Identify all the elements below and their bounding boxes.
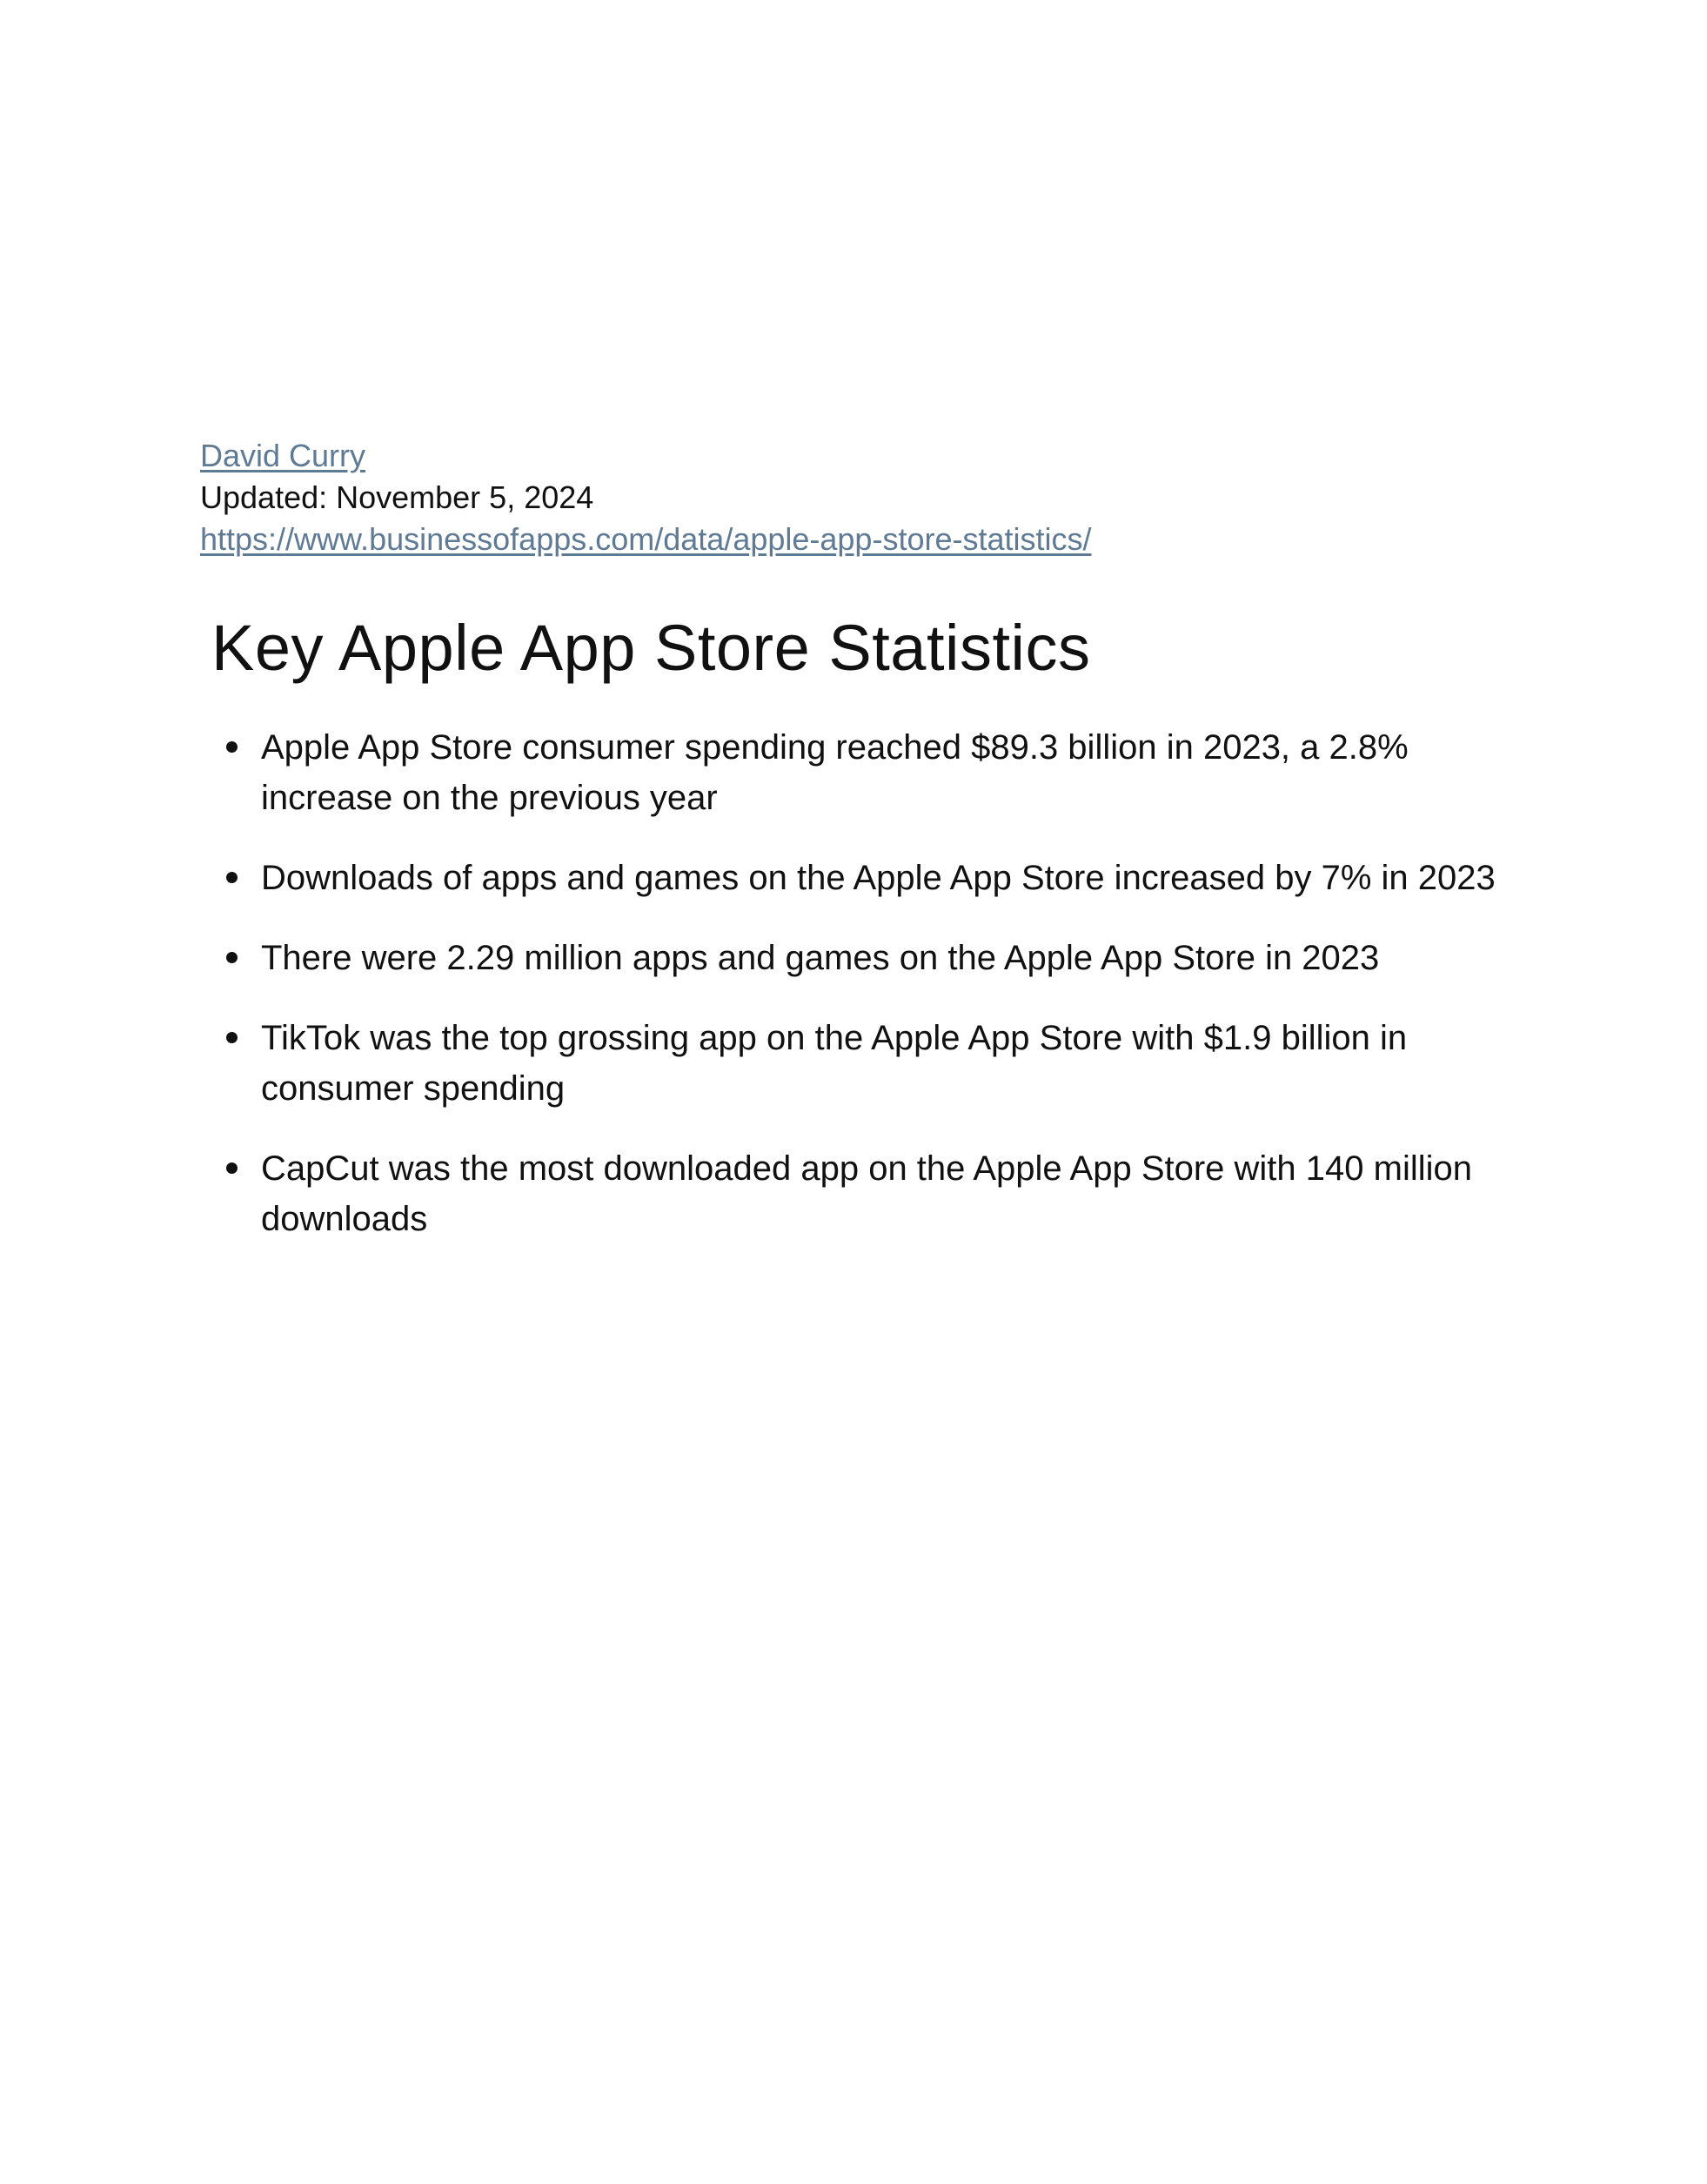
list-item [261, 722, 1496, 823]
bullet-icon [226, 1032, 238, 1043]
list-item-text: Downloads of apps and games on the Apple App Store increased by 7% in 2023 [261, 859, 1496, 897]
list-item [261, 1143, 1496, 1244]
list-item-text: TikTok was the top grossing app on the Apple App Store with $1.9 billion in consumer spending [261, 1019, 1408, 1108]
author-link[interactable]: David Curry [200, 438, 366, 473]
list-item [261, 1013, 1496, 1114]
source-url-link[interactable]: https://www.businessofapps.com/data/apple-app-store-statistics/ [200, 521, 1092, 557]
list-item-text: Apple App Store consumer spending reached $89.3 billion in 2023, a 2.8% increase on the previous year [261, 728, 1409, 817]
page-title: Key Apple App Store Statistics [211, 612, 1091, 684]
list-item [261, 853, 1496, 903]
key-statistics-list [261, 722, 1496, 1274]
list-item [261, 933, 1496, 983]
bullet-icon [226, 741, 238, 753]
bullet-icon [226, 1162, 238, 1174]
bullet-icon [226, 952, 238, 963]
list-item-text: There were 2.29 million apps and games on the Apple App Store in 2023 [261, 939, 1380, 977]
list-item-text: CapCut was the most downloaded app on the Apple App Store with 140 million downloads [261, 1149, 1472, 1238]
bullet-icon [226, 872, 238, 883]
article-meta [200, 435, 1505, 560]
updated-date: Updated: November 5, 2024 [200, 479, 594, 515]
